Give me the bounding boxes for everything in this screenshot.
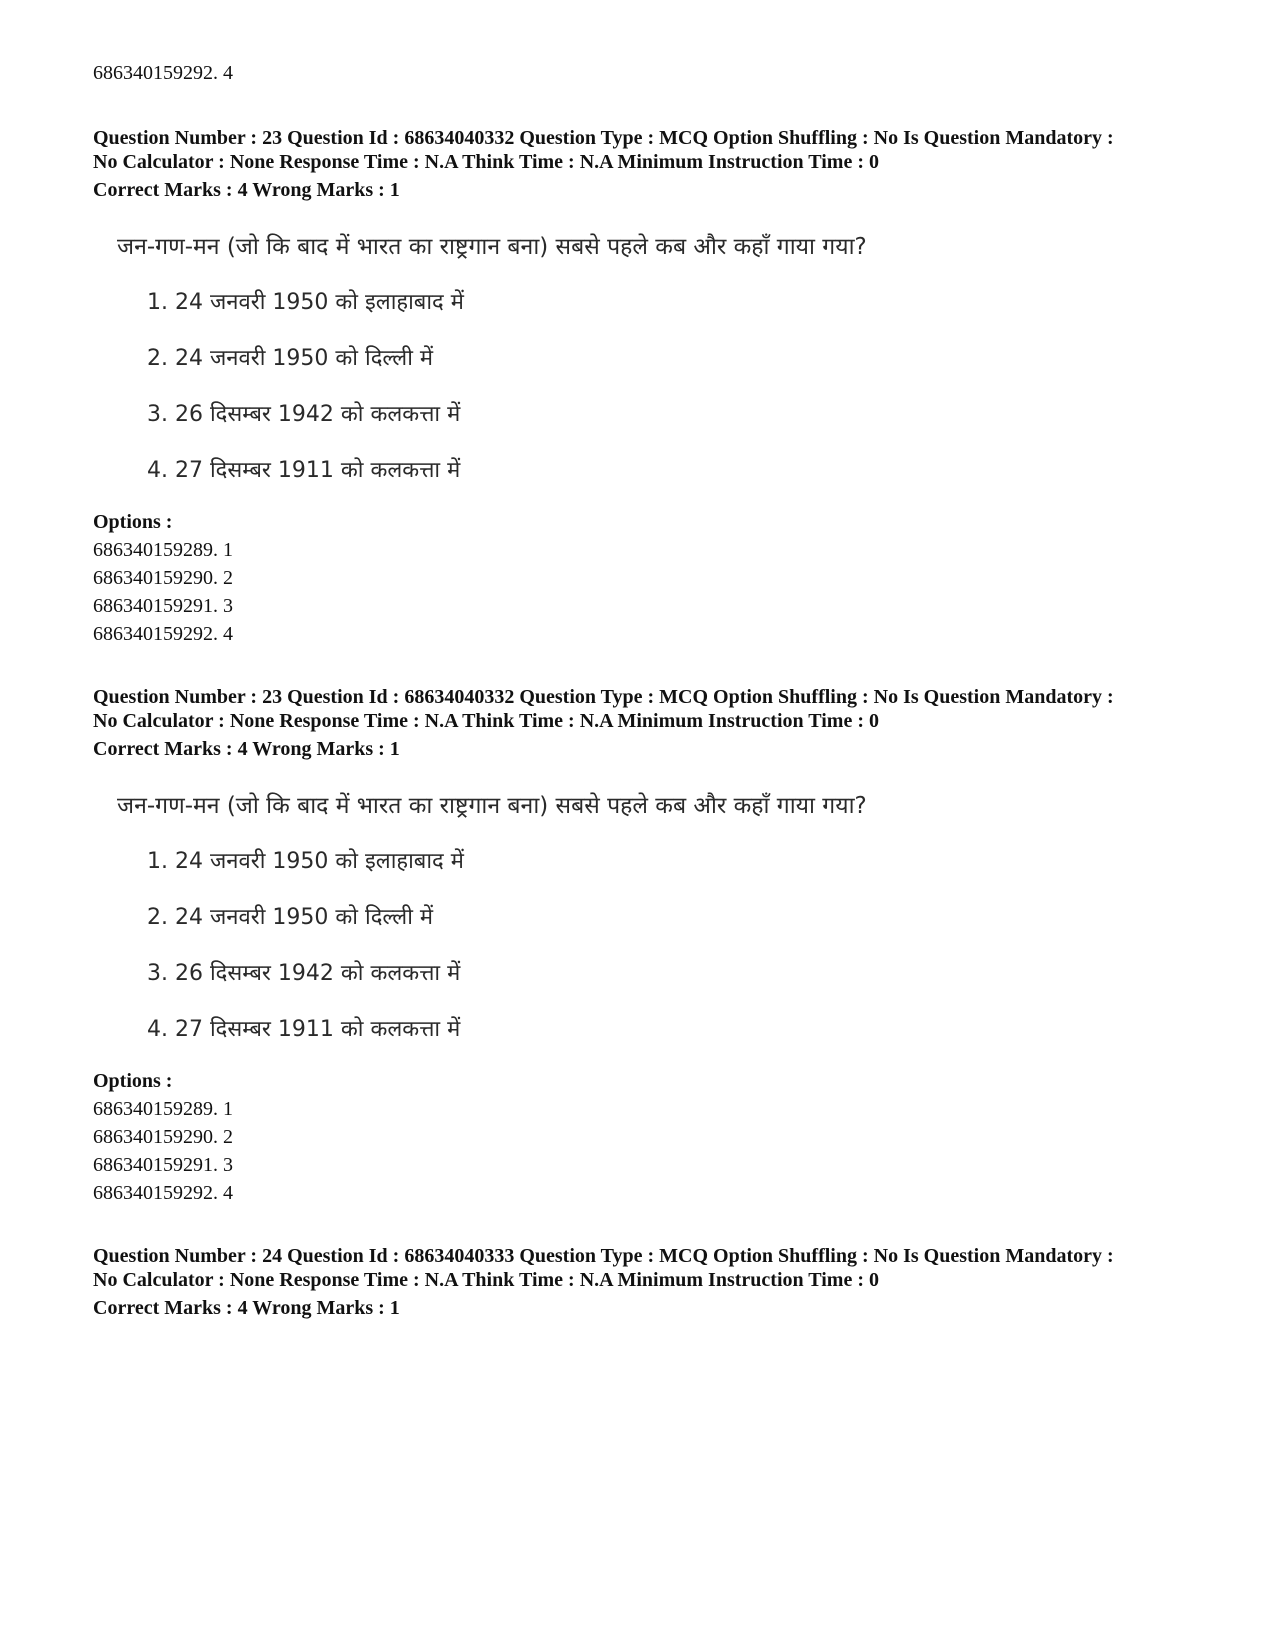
question-image: [117, 232, 937, 492]
option-id-line: 686340159292. 4: [93, 623, 233, 645]
question-meta-line1: Question Number : 23 Question Id : 68634040332 Question Type : MCQ Option Shuffling : No Is Question Mandatory :: [93, 127, 1114, 149]
option-line-prev: 686340159292. 4: [93, 62, 233, 84]
question-meta-line2: No Calculator : None Response Time : N.A Think Time : N.A Minimum Instruction Time : 0: [93, 151, 879, 173]
question-text: जन-गण-मन (जो कि बाद में भारत का राष्ट्रगान बना) सबसे पहले कब और कहाँ गाया गया?: [117, 793, 867, 819]
question-meta-line2: No Calculator : None Response Time : N.A Think Time : N.A Minimum Instruction Time : 0: [93, 710, 879, 732]
option-id-line: 686340159291. 3: [93, 1154, 233, 1176]
question-choice: 1. 24 जनवरी 1950 को इलाहाबाद में: [147, 290, 464, 315]
option-id-line: 686340159290. 2: [93, 1126, 233, 1148]
option-id-line: 686340159289. 1: [93, 539, 233, 561]
question-marks: Correct Marks : 4 Wrong Marks : 1: [93, 738, 400, 760]
question-marks: Correct Marks : 4 Wrong Marks : 1: [93, 1297, 400, 1319]
options-label: Options :: [93, 1070, 173, 1092]
option-id-line: 686340159289. 1: [93, 1098, 233, 1120]
question-image: [117, 791, 937, 1051]
question-choice: 2. 24 जनवरी 1950 को दिल्ली में: [147, 905, 434, 930]
question-choice: 1. 24 जनवरी 1950 को इलाहाबाद में: [147, 849, 464, 874]
question-meta-line2: No Calculator : None Response Time : N.A Think Time : N.A Minimum Instruction Time : 0: [93, 1269, 879, 1291]
option-id-line: 686340159292. 4: [93, 1182, 233, 1204]
question-text: जन-गण-मन (जो कि बाद में भारत का राष्ट्रगान बना) सबसे पहले कब और कहाँ गाया गया?: [117, 234, 867, 260]
question-choice: 2. 24 जनवरी 1950 को दिल्ली में: [147, 346, 434, 371]
options-label: Options :: [93, 511, 173, 533]
option-id-line: 686340159290. 2: [93, 567, 233, 589]
question-meta-line1: Question Number : 24 Question Id : 68634040333 Question Type : MCQ Option Shuffling : No Is Question Mandatory :: [93, 1245, 1114, 1267]
question-marks: Correct Marks : 4 Wrong Marks : 1: [93, 179, 400, 201]
question-choice: 4. 27 दिसम्बर 1911 को कलकत्ता में: [147, 458, 461, 483]
question-choice: 3. 26 दिसम्बर 1942 को कलकत्ता में: [147, 402, 461, 427]
question-meta-line1: Question Number : 23 Question Id : 68634040332 Question Type : MCQ Option Shuffling : No Is Question Mandatory :: [93, 686, 1114, 708]
option-id-line: 686340159291. 3: [93, 595, 233, 617]
question-choice: 3. 26 दिसम्बर 1942 को कलकत्ता में: [147, 961, 461, 986]
question-choice: 4. 27 दिसम्बर 1911 को कलकत्ता में: [147, 1017, 461, 1042]
